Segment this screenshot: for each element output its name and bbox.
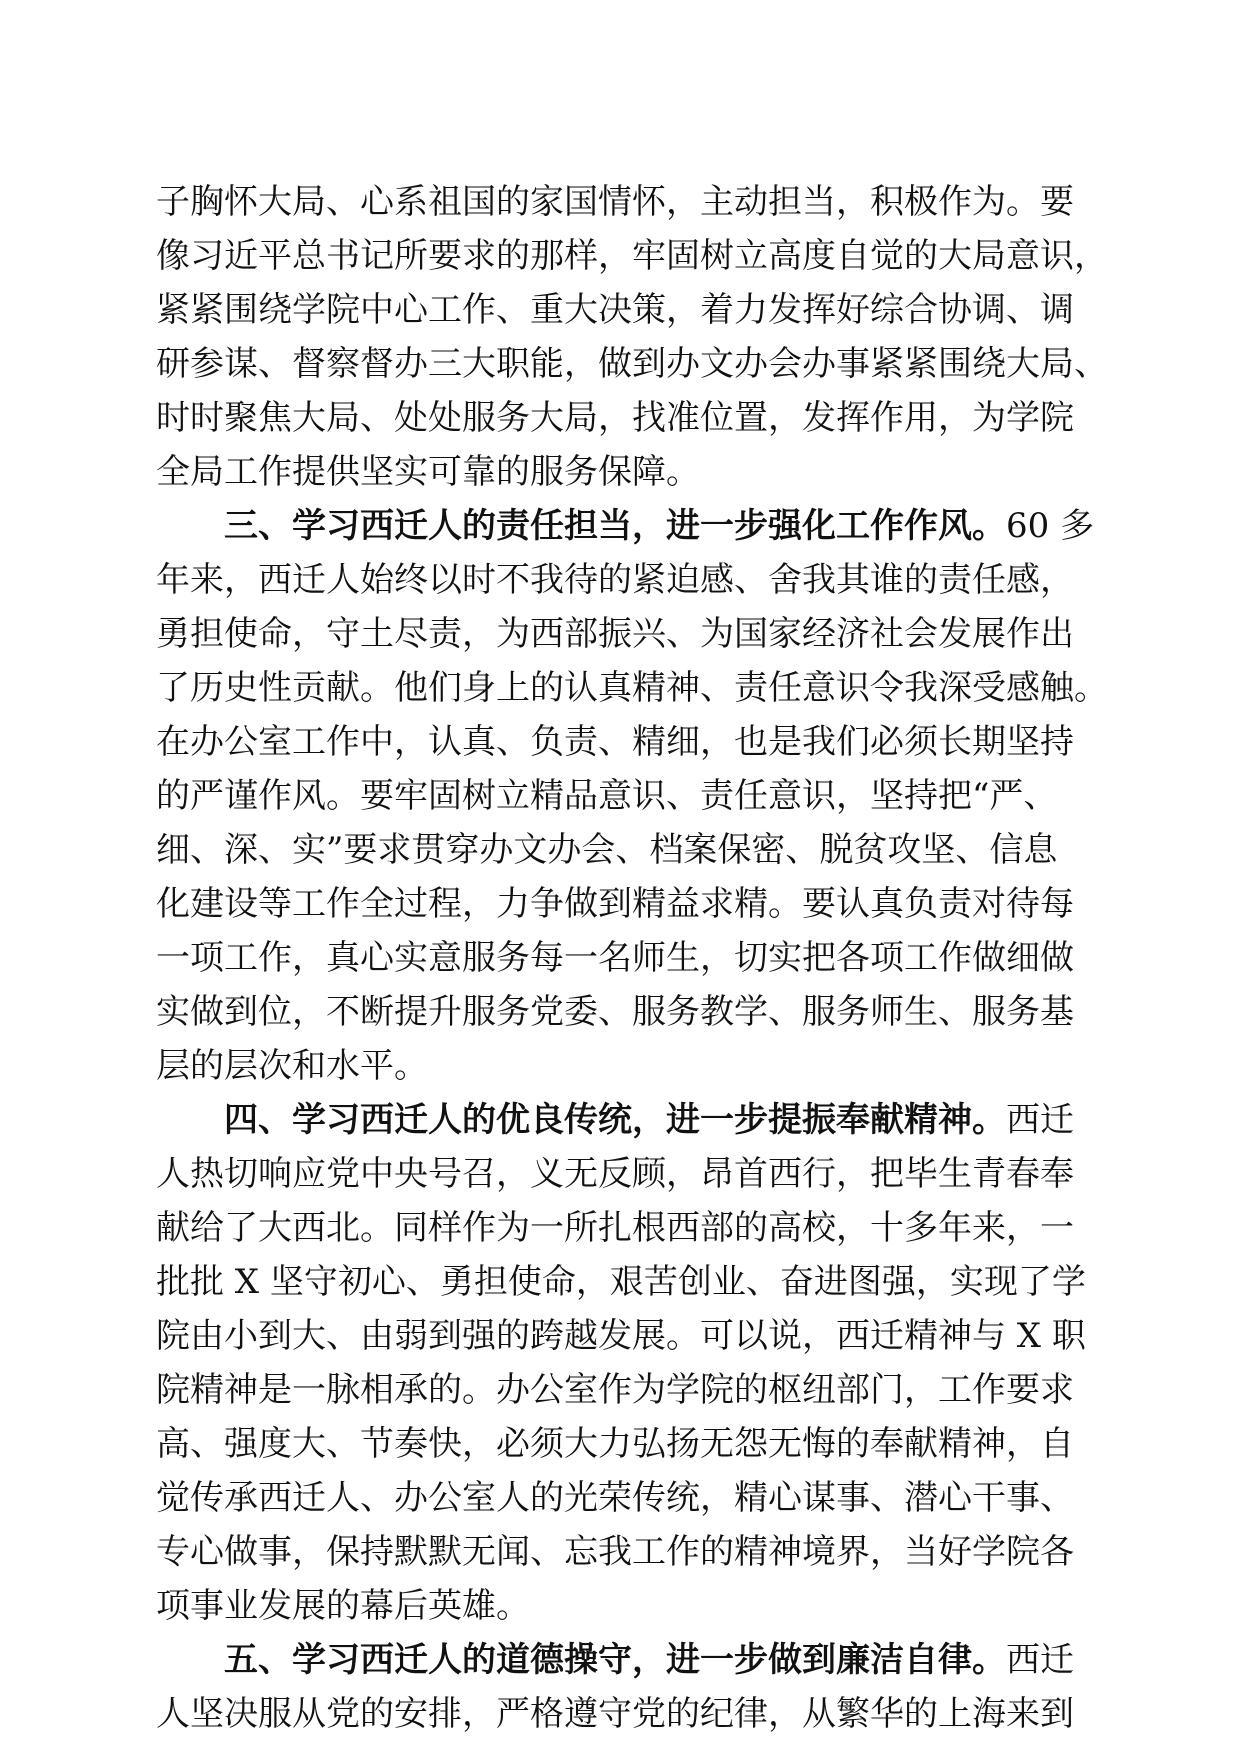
text-line: 的严谨作风。要牢固树立精品意识、责任意识，坚持把“严、	[156, 776, 1058, 816]
text-line: 化建设等工作全过程，力争做到精益求精。要认真负责对待每	[156, 884, 1074, 924]
text-line: 项事业发展的幕后英雄。	[156, 1586, 530, 1626]
text-line: 层的层次和水平。	[156, 1046, 428, 1086]
text-line: 研参谋、督察督办三大职能，做到办文办会办事紧紧围绕大局、	[156, 344, 1108, 384]
heading-rest-text: 西迁	[1006, 1100, 1074, 1140]
text-line: 细、深、实”要求贯穿办文办会、档案保密、脱贫攻坚、信息	[156, 830, 1058, 870]
section-heading-4	[224, 1098, 1074, 1142]
text-line: 一项工作，真心实意服务每一名师生，切实把各项工作做细做	[156, 938, 1074, 978]
text-line: 了历史性贡献。他们身上的认真精神、责任意识令我深受感触。	[156, 668, 1108, 708]
heading-bold-text: 四、学习西迁人的优良传统，进一步提振奉献精神。	[224, 1100, 1006, 1140]
text-line: 院由小到大、由弱到强的跨越发展。可以说，西迁精神与 X 职	[156, 1316, 1086, 1356]
section-heading-3	[224, 504, 1094, 548]
heading-bold-text: 三、学习西迁人的责任担当，进一步强化工作作风。	[224, 506, 1006, 546]
text-line: 全局工作提供坚实可靠的服务保障。	[156, 452, 700, 492]
text-line: 高、强度大、节奏快，必须大力弘扬无怨无悔的奉献精神，自	[156, 1424, 1074, 1464]
text-line: 像习近平总书记所要求的那样，牢固树立高度自觉的大局意识，	[156, 236, 1108, 276]
text-line: 院精神是一脉相承的。办公室作为学院的枢纽部门，工作要求	[156, 1370, 1074, 1410]
section-heading-5	[224, 1638, 1074, 1682]
text-line: 批批 X 坚守初心、勇担使命，艰苦创业、奋进图强，实现了学	[156, 1262, 1086, 1302]
text-line: 人坚决服从党的安排，严格遵守党的纪律，从繁华的上海来到	[156, 1694, 1074, 1734]
text-line: 献给了大西北。同样作为一所扎根西部的高校，十多年来，一	[156, 1208, 1074, 1248]
text-line: 时时聚焦大局、处处服务大局，找准位置，发挥作用，为学院	[156, 398, 1074, 438]
text-line: 勇担使命，守土尽责，为西部振兴、为国家经济社会发展作出	[156, 614, 1074, 654]
heading-bold-text: 五、学习西迁人的道德操守，进一步做到廉洁自律。	[224, 1640, 1006, 1680]
heading-rest-text: 西迁	[1006, 1640, 1074, 1680]
text-line: 觉传承西迁人、办公室人的光荣传统，精心谋事、潜心干事、	[156, 1478, 1074, 1518]
text-line: 在办公室工作中，认真、负责、精细，也是我们必须长期坚持	[156, 722, 1074, 762]
text-line: 子胸怀大局、心系祖国的家国情怀，主动担当，积极作为。要	[156, 182, 1074, 222]
heading-rest-text: 60 多	[1006, 506, 1095, 546]
text-line: 年来，西迁人始终以时不我待的紧迫感、舍我其谁的责任感，	[156, 560, 1074, 600]
text-line: 专心做事，保持默默无闻、忘我工作的精神境界，当好学院各	[156, 1532, 1074, 1572]
text-line: 实做到位，不断提升服务党委、服务教学、服务师生、服务基	[156, 992, 1074, 1032]
text-line: 紧紧围绕学院中心工作、重大决策，着力发挥好综合协调、调	[156, 290, 1074, 330]
text-line: 人热切响应党中央号召，义无反顾，昂首西行，把毕生青春奉	[156, 1154, 1074, 1194]
